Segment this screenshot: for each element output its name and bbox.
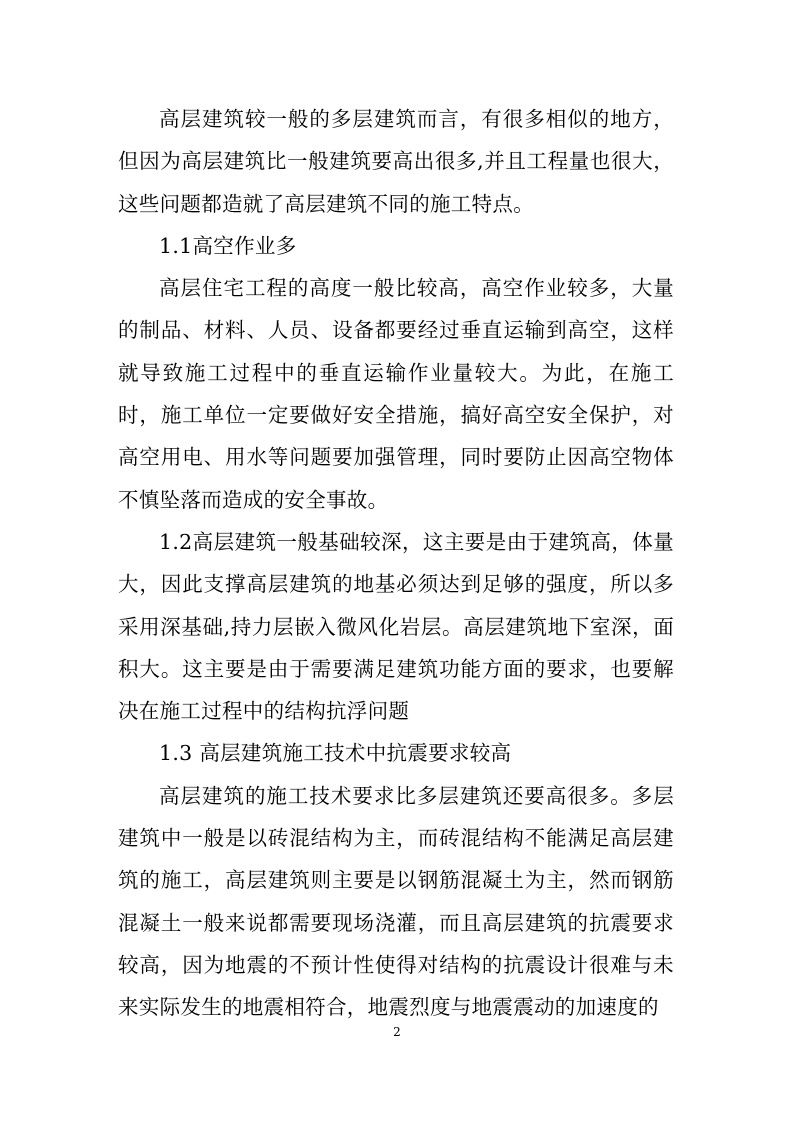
section-heading-1-1: 1.1高空作业多 <box>159 233 297 258</box>
paragraph-high-altitude-work: 高层住宅工程的高度一般比较高，高空作业较多，大量的制品、材料、人员、设备都要经过垂直运输到高空，这样就导致施工过程中的垂直运输作业量较大。为此，在施工时，施工单位一定要做好安全措施，搞好高空安全保护，对高空用电、用水等问题要加强管理，同时要防止因高空物体不慎坠落而造成的安全事故。 <box>118 276 674 512</box>
paragraph-deep-foundation: 1.2高层建筑一般基础较深，这主要是由于建筑高，体量大，因此支撑高层建筑的地基必须达到足够的强度，所以多采用深基础,持力层嵌入微风化岩层。高层建筑地下室深，面积大。这主要是由于需要满足建筑功能方面的要求，也要解决在施工过程中的结构抗浮问题 <box>118 529 674 724</box>
body-text <box>118 98 674 1029</box>
paragraph-intro: 高层建筑较一般的多层建筑而言，有很多相似的地方，但因为高层建筑比一般建筑要高出很多,并且工程量也很大，这些问题都造就了高层建筑不同的施工特点。 <box>118 107 674 216</box>
section-heading-1-3: 1.3 高层建筑施工技术中抗震要求较高 <box>159 741 512 766</box>
paragraph-seismic-requirements: 高层建筑的施工技术要求比多层建筑还要高很多。多层建筑中一般是以砖混结构为主，而砖混结构不能满足高层建筑的施工，高层建筑则主要是以钢筋混凝土为主，然而钢筋混凝土一般来说都需要现场浇灌，而且高层建筑的抗震要求较高，因为地震的不预计性使得对结构的抗震设计很难与未来实际发生的地震相符合，地震烈度与地震震动的加速度的 <box>118 783 674 1020</box>
page-number: 2 <box>393 1025 401 1039</box>
